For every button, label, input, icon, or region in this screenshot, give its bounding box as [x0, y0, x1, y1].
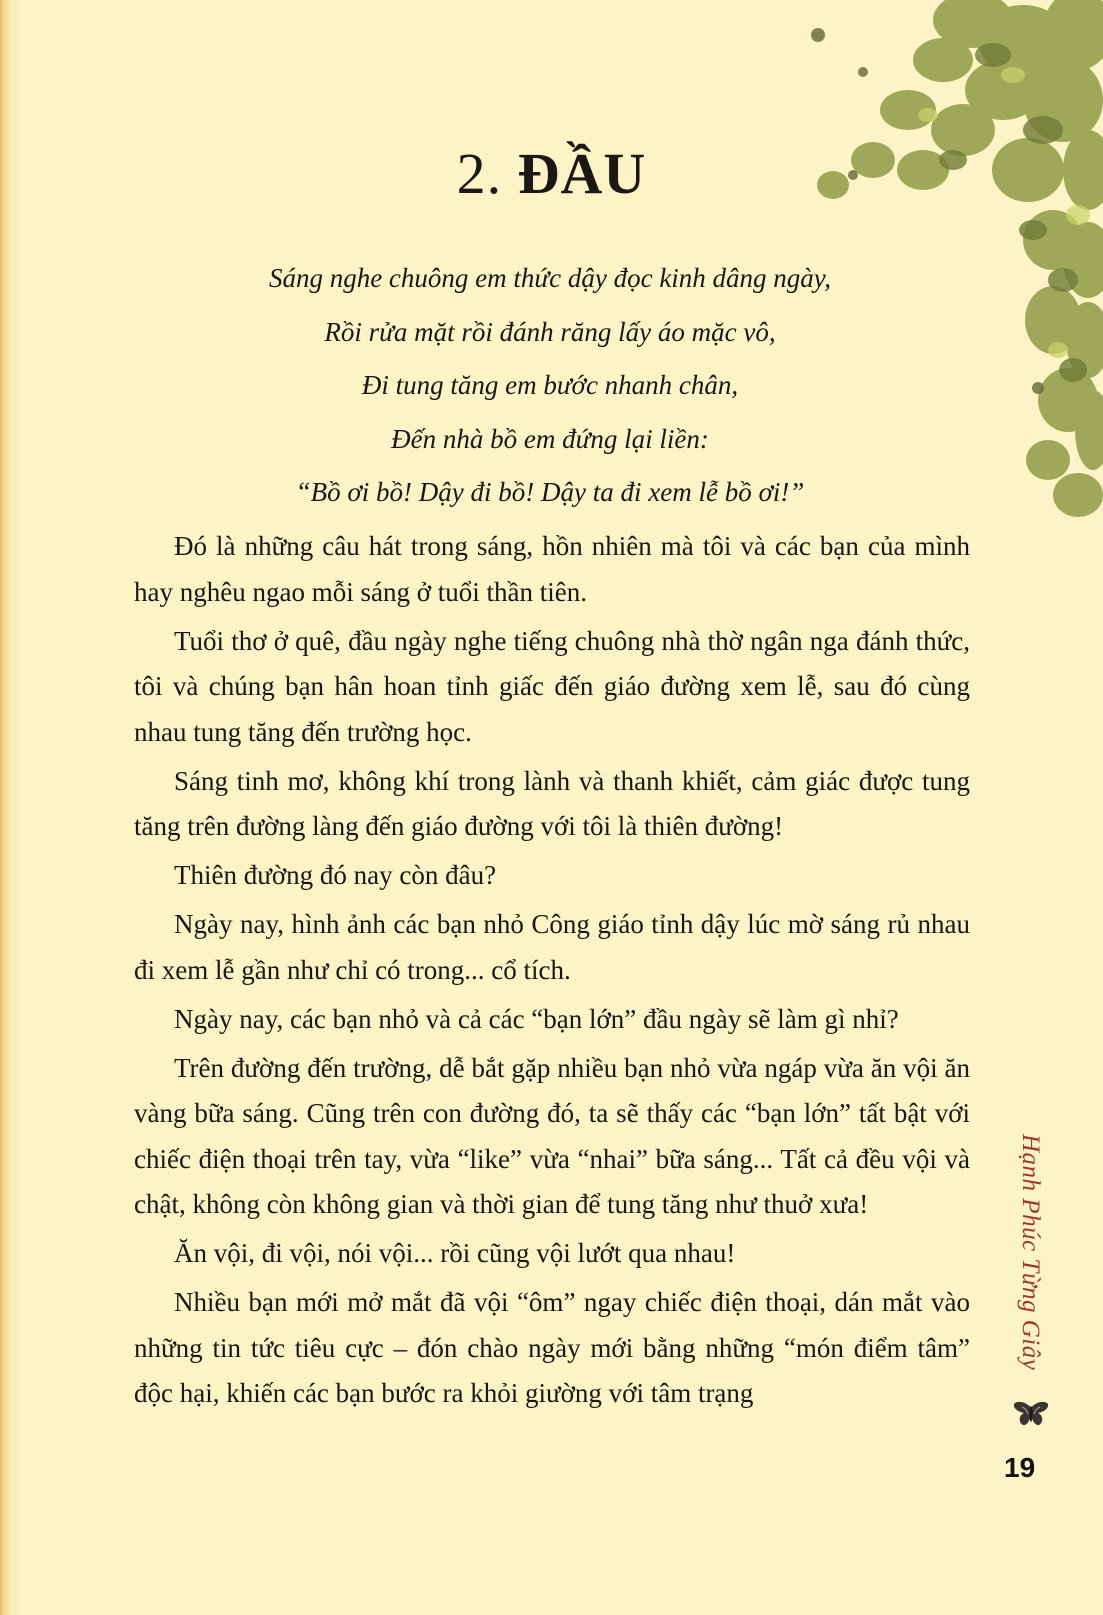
paragraph: Thiên đường đó nay còn đâu? [174, 860, 497, 890]
chapter-title [0, 140, 1103, 207]
page-number: 19 [1004, 1452, 1036, 1483]
paragraph: Trên đường đến trường, dễ bắt gặp nhiều bạn nhỏ vừa ngáp vừa ăn vội ăn vàng bữa sáng. Cũng trên con đường đó, ta sẽ thấy các “bạn lớn” tất bật với chiếc điện thoại trên tay, vừa “like” vừa “nhai” bữa sáng... Tất cả đều vội và chật, không còn không gian và thời gian để tung tăng như thuở xưa! [134, 1052, 970, 1219]
paragraph: Đó là những câu hát trong sáng, hồn nhiên mà tôi và các bạn của mình hay nghêu ngao mỗi sáng ở tuổi thần tiên. [134, 531, 970, 607]
paragraph: Ăn vội, đi vội, nói vội... rồi cũng vội lướt qua nhau! [174, 1238, 736, 1268]
poem-line: Đến nhà bồ em đứng lại liền: [391, 423, 709, 454]
paragraph: Nhiều bạn mới mở mắt đã vội “ôm” ngay chiếc điện thoại, dán mắt vào những tin tức tiêu cực – đón chào ngày mới bằng những “món điểm tâm” độc hại, khiến các bạn bước ra khỏi giường với tâm trạng [134, 1287, 970, 1408]
chapter-number: 2. [456, 141, 503, 206]
poem-block [130, 252, 970, 520]
poem-line: Sáng nghe chuông em thức dậy đọc kinh dâng ngày, [268, 263, 832, 293]
paragraph: Sáng tinh mơ, không khí trong lành và thanh khiết, cảm giác được tung tăng trên đường làng đến giáo đường với tôi là thiên đường! [134, 765, 970, 841]
butterfly-icon [1013, 1400, 1049, 1428]
paragraph: Ngày nay, các bạn nhỏ và cả các “bạn lớn” đầu ngày sẽ làm gì nhỉ? [174, 1003, 899, 1034]
body-text [134, 524, 970, 1420]
poem-line: “Bồ ơi bồ! Dậy đi bồ! Dậy ta đi xem lễ bồ ơi!” [295, 477, 805, 507]
paragraph: Tuổi thơ ở quê, đầu ngày nghe tiếng chuông nhà thờ ngân nga đánh thức, tôi và chúng bạn hân hoan tỉnh giấc đến giáo đường xem lễ, sau đó cùng nhau tung tăng đến trường học. [134, 625, 970, 747]
paragraph: Ngày nay, hình ảnh các bạn nhỏ Công giáo tỉnh dậy lúc mờ sáng rủ nhau đi xem lễ gần như chỉ có trong... cổ tích. [134, 909, 970, 985]
chapter-heading: ĐẦU [517, 141, 647, 206]
poem-line: Đi tung tăng em bước nhanh chân, [361, 370, 739, 400]
poem-line: Rồi rửa mặt rồi đánh răng lấy áo mặc vô, [324, 316, 776, 347]
running-book-title: Hạnh Phúc Từng Giây [1017, 1134, 1044, 1371]
